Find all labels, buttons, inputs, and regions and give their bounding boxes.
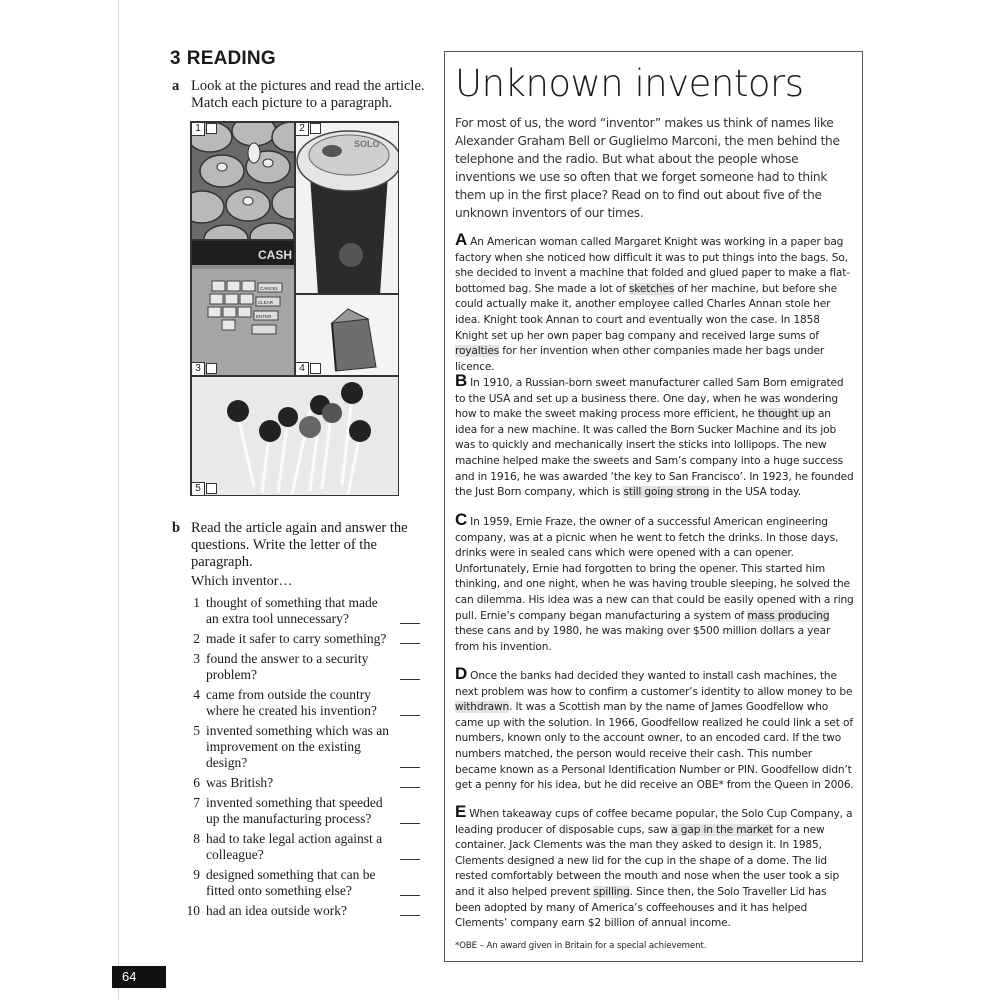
picture-5-lollipops <box>191 376 399 496</box>
paragraph-text: in the USA today. <box>709 486 802 499</box>
picture-5-number: 5 <box>191 482 205 496</box>
paragraph-text: In 1959, Ernie Fraze, the owner of a successful American engineering company, was at a picnic when he went to fetch the drinks. In those days, drinks were in sealed cans which were opened with a can opener. Unfortunately, Ernie had forgotten to bring the opener. This started him thinking, and one night, when he was having trouble sleeping, he solved the can dilemma. His idea was a new can that could be easily opened with a ring pull. Ernie’s company began manufacturing a system of <box>455 516 854 622</box>
page-number: 64 <box>112 966 166 988</box>
article-box <box>444 51 863 962</box>
paragraph-text: When takeaway cups of coffee became popular, the Solo Cup Company, a leading producer of disposable cups, saw <box>455 808 853 836</box>
picture-4-answer-box[interactable] <box>310 363 321 374</box>
paragraph-text: of her machine, but before she could actually make it, another employee called Charles Annan stole her idea. Knight took Annan to court and eventually won the case. In 1858 Knight set up her own paper bag company and received large sums of <box>455 282 837 342</box>
paragraph-text: these cans and by 1980, he was making over $500 million dollars a year from his invention. <box>455 625 831 653</box>
question-text: invented something which was an improvement on the existing design? <box>206 723 389 770</box>
paragraph-label: D <box>455 664 468 683</box>
cash-sign: CASH <box>258 248 293 262</box>
picture-grid <box>190 121 399 496</box>
paragraph-text: . Since then, the Solo Traveller Lid has been adopted by many of America’s coffeehouses and it has helped Clements’ company earn $2 billion of annual income. <box>455 885 827 930</box>
answer-blank[interactable] <box>400 787 420 788</box>
question-text: had to take legal action against a colleague? <box>206 831 383 862</box>
paragraph-label: B <box>455 371 468 390</box>
picture-3-number: 3 <box>191 362 205 376</box>
answer-blank[interactable] <box>400 915 420 916</box>
picture-2-number: 2 <box>295 122 309 136</box>
highlighted-word: thought up <box>757 408 815 421</box>
cans-image <box>192 123 295 240</box>
answer-blank[interactable] <box>400 823 420 824</box>
paragraph-label: E <box>455 802 467 821</box>
key-clear: CLEAR <box>258 300 274 305</box>
exercise-b-instructions: Read the article again and answer the questions. Write the letter of the paragraph. <box>191 520 408 570</box>
section-title: READING <box>186 48 276 69</box>
question-text: thought of something that made an extra tool unnecessary? <box>206 595 378 626</box>
exercise-a-letter: a <box>172 78 180 94</box>
highlighted-word: still going strong <box>623 486 710 499</box>
highlighted-word: sketches <box>628 282 675 295</box>
picture-1-cans <box>191 122 295 240</box>
highlighted-word: a gap in the market <box>671 823 773 836</box>
paragraph-c <box>455 512 855 655</box>
exercise-b-letter: b <box>172 520 181 536</box>
exercise-b <box>172 520 422 571</box>
answer-blank[interactable] <box>400 859 420 860</box>
picture-1-answer-box[interactable] <box>206 123 217 134</box>
picture-2-answer-box[interactable] <box>310 123 321 134</box>
question-number: 9 <box>193 867 200 882</box>
question-number: 7 <box>193 795 200 810</box>
question-text: made it safer to carry something? <box>206 631 387 646</box>
answer-blank[interactable] <box>400 895 420 896</box>
question-number: 8 <box>193 831 200 846</box>
key-cancel: CANCEL <box>260 286 279 291</box>
question-number: 4 <box>193 687 200 702</box>
highlighted-word: spilling <box>593 885 630 898</box>
paragraph-text: Once the banks had decided they wanted to install cash machines, the next problem was how to confirm a customer’s identity to allow money to be <box>455 670 853 698</box>
question-text: designed something that can be fitted onto something else? <box>206 867 376 898</box>
question-text: came from outside the country where he created his invention? <box>206 687 377 718</box>
lollipops-image <box>192 377 399 496</box>
section-heading <box>170 48 276 70</box>
paragraph-label: A <box>455 230 468 249</box>
paragraph-d <box>455 666 855 794</box>
paragraph-a <box>455 232 855 375</box>
section-number: 3 <box>170 48 181 69</box>
question-number: 2 <box>193 631 200 646</box>
answer-blank[interactable] <box>400 679 420 680</box>
exercise-a <box>172 78 427 112</box>
answer-blank[interactable] <box>400 623 420 624</box>
paragraph-text: for her invention when other companies made her bags under licence. <box>455 345 825 373</box>
article-title: Unknown inventors <box>455 62 804 105</box>
question-lead: Which inventor… <box>191 574 293 589</box>
paragraph-b <box>455 373 855 501</box>
article-intro: For most of us, the word “inventor” makes us think of names like Alexander Graham Bell or Guglielmo Marconi, the men behind the telephone and the radio. But what about the people whose inventions we use so often that we forget someone had to think them up in the first place? Read on to find out about five of the unknown inventors of our times. <box>455 116 840 220</box>
article-footnote: *OBE – An award given in Britain for a special achievement. <box>455 941 707 951</box>
question-text: was British? <box>206 775 274 790</box>
question-text: invented something that speeded up the manufacturing process? <box>206 795 383 826</box>
paragraph-label: C <box>455 510 468 529</box>
answer-blank[interactable] <box>400 767 420 768</box>
question-number: 1 <box>193 595 200 610</box>
page-gutter-line <box>118 0 119 1000</box>
key-enter: ENTER <box>256 314 272 319</box>
question-text: had an idea outside work? <box>206 903 347 918</box>
highlighted-word: royalties <box>455 345 500 358</box>
question-number: 5 <box>193 723 200 738</box>
picture-2-coffee-cup <box>295 122 399 294</box>
question-text: found the answer to a security problem? <box>206 651 369 682</box>
exercise-a-instructions: Look at the pictures and read the article. Match each picture to a paragraph. <box>191 78 425 111</box>
highlighted-word: mass producing <box>747 609 830 622</box>
picture-3-answer-box[interactable] <box>206 363 217 374</box>
paragraph-text: An American woman called Margaret Knight was working in a paper bag factory when she noticed how difficult it was to put things into the bags. So, she decided to invent a machine that folded and glued paper to make a flat-bottomed bag. She made a lot of <box>455 236 850 295</box>
paragraph-text: In 1910, a Russian-born sweet manufacturer called Sam Born emigrated to the USA and set up a business there. One day, when he was wondering how to make the sweet making process more efficient, he <box>455 377 844 421</box>
picture-4-number: 4 <box>295 362 309 376</box>
paragraph-text: an idea for a new machine. It was called the Born Sucker Machine and its job was to quickly and mechanically insert the sticks into lollipops. The new machine helped make the sweets and Sam’s company into a huge success and in 1916, he was awarded ‘the key to San Francisco’. In 1923, he founded the Just Born company, which is <box>455 408 854 499</box>
paragraph-e <box>455 804 855 932</box>
cash-machine-image <box>192 241 295 376</box>
picture-5-answer-box[interactable] <box>206 483 217 494</box>
paragraph-text: for a new container. Jack Clements was the man they asked to design it. In 1985, Clements designed a new lid for the cup in the shape of a dome. The lid rested comfortably between the mouth and nose when the user took a sip and it also helped prevent <box>455 823 840 898</box>
cup-lid-label: SOLO <box>354 139 380 149</box>
highlighted-word: withdrawn <box>455 701 510 714</box>
paragraph-text: . It was a Scottish man by the name of James Goodfellow who came up with the solution. In 1966, Goodfellow realized he could link a set of numbers, known only to the account owner, to an encoded card. If the two numbers matched, the person would receive their cash. This number became known as a Personal Identification Number or PIN. Goodfellow didn’t get a penny for his idea, but he did receive an OBE* from the Queen in 2006. <box>455 701 854 792</box>
picture-1-number: 1 <box>191 122 205 136</box>
answer-blank[interactable] <box>400 715 420 716</box>
question-number: 3 <box>193 651 200 666</box>
coffee-cup-image <box>296 123 399 294</box>
question-number: 10 <box>186 903 200 918</box>
answer-blank[interactable] <box>400 643 420 644</box>
picture-3-cash-machine <box>191 240 295 376</box>
question-number: 6 <box>193 775 200 790</box>
